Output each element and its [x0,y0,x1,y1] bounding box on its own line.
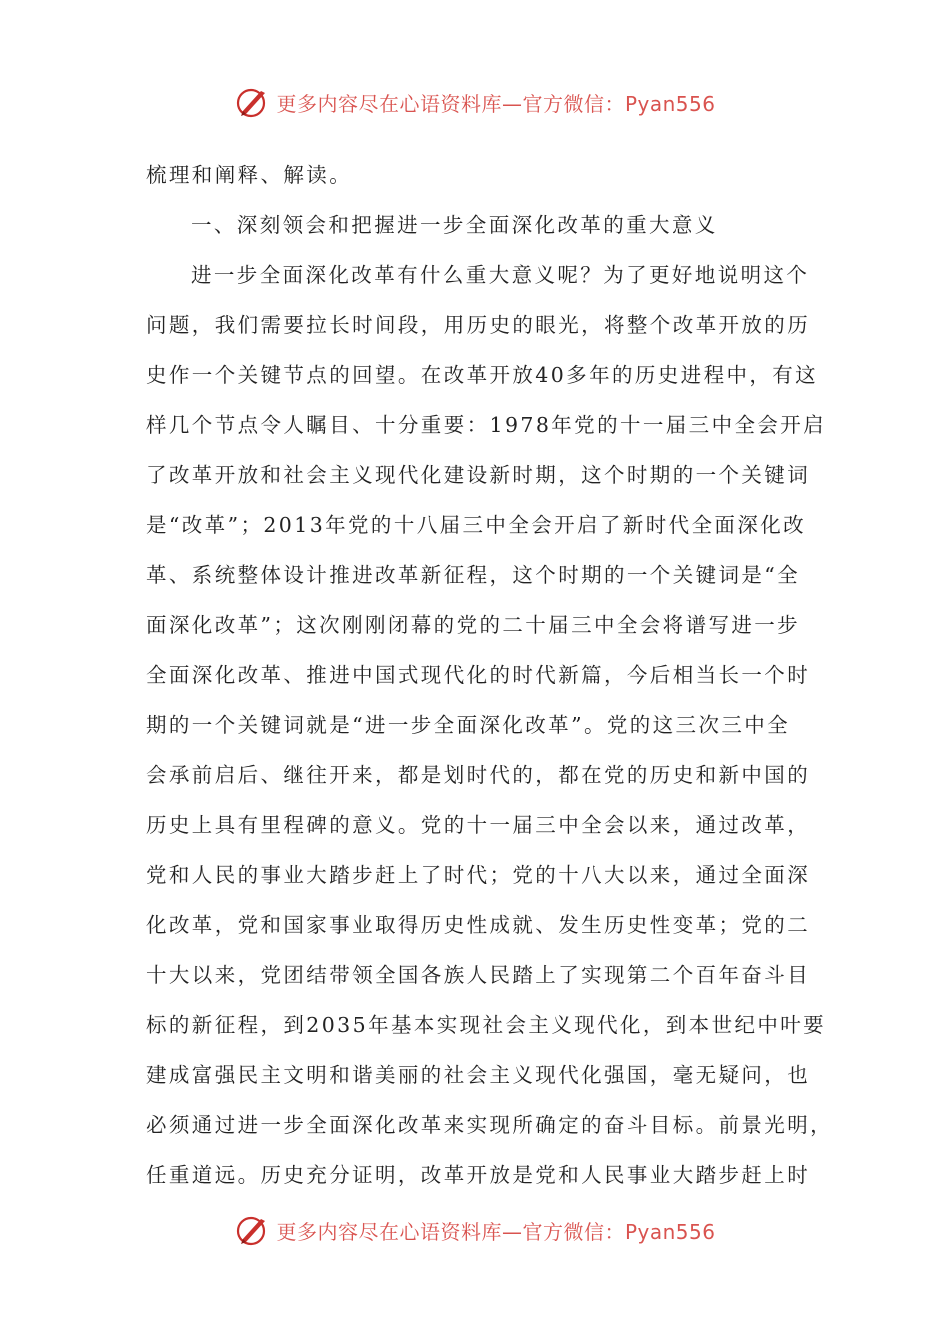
footer-banner-text: 更多内容尽在心语资料库—官方微信：Pyan556 [276,1219,716,1244]
paragraph-line: 是“改革”；2013年党的十八届三中全会开启了新时代全面深化改 [146,513,807,537]
paragraph-line: 问题，我们需要拉长时间段，用历史的眼光，将整个改革开放的历 [146,313,811,337]
paragraph-line: 样几个节点令人瞩目、十分重要：1978年党的十一届三中全会开启 [146,413,827,437]
footer-banner [0,1210,950,1250]
paragraph-line: 进一步全面深化改革有什么重大意义呢？为了更好地说明这个 [191,263,810,287]
header-banner-text: 更多内容尽在心语资料库—官方微信：Pyan556 [276,91,716,116]
paragraph-line: 化改革，党和国家事业取得历史性成就、发生历史性变革；党的二 [146,913,811,937]
paragraph-line: 期的一个关键词就是“进一步全面深化改革”。党的这三次三中全 [146,713,791,737]
paragraph-line: 党和人民的事业大踏步赶上了时代；党的十八大以来，通过全面深 [146,863,811,887]
paragraph-line: 任重道远。历史充分证明，改革开放是党和人民事业大踏步赶上时 [146,1163,811,1187]
pen-circle-logo-icon [234,84,270,120]
section-heading: 一、深刻领会和把握进一步全面深化改革的重大意义 [191,213,718,237]
document-body [146,150,833,1200]
paragraph-line: 必须通过进一步全面深化改革来实现所确定的奋斗目标。前景光明， [146,1113,833,1137]
paragraph-line: 建成富强民主文明和谐美丽的社会主义现代化强国，毫无疑问，也 [146,1063,811,1087]
paragraph-line: 会承前启后、继往开来，都是划时代的，都在党的历史和新中国的 [146,763,811,787]
paragraph-line: 史作一个关键节点的回望。在改革开放40多年的历史进程中，有这 [146,363,819,387]
paragraph-line: 标的新征程，到2035年基本实现社会主义现代化，到本世纪中叶要 [146,1013,827,1037]
paragraph-line: 梳理和阐释、解读。 [146,163,353,187]
header-banner [0,82,950,122]
paragraph-line: 了改革开放和社会主义现代化建设新时期，这个时期的一个关键词 [146,463,811,487]
paragraph-line: 历史上具有里程碑的意义。党的十一届三中全会以来，通过改革， [146,813,811,837]
paragraph-line: 全面深化改革、推进中国式现代化的时代新篇，今后相当长一个时 [146,663,811,687]
paragraph-line: 革、系统整体设计推进改革新征程，这个时期的一个关键词是“全 [146,563,801,587]
paragraph-line: 十大以来，党团结带领全国各族人民踏上了实现第二个百年奋斗目 [146,963,811,987]
paragraph-line: 面深化改革”；这次刚刚闭幕的党的二十届三中全会将谱写进一步 [146,613,801,637]
pen-circle-logo-icon [234,1212,270,1248]
